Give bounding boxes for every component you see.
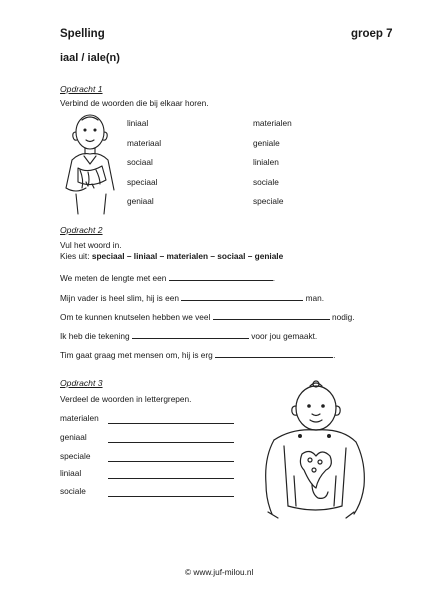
- opdracht-1-instruction: Verbind de woorden die bij elkaar horen.: [60, 98, 209, 108]
- man-illustration: [254, 376, 374, 522]
- left-word: geniaal: [127, 196, 154, 206]
- sentence-4: Ik heb die tekening voor jou gemaakt.: [60, 331, 318, 341]
- group-label: groep 7: [351, 28, 393, 40]
- right-word: geniale: [253, 138, 280, 148]
- opdracht-2-instruction: Vul het woord in.: [60, 240, 122, 250]
- answer-blank[interactable]: [169, 271, 273, 281]
- worksheet-title: Spelling: [60, 28, 105, 40]
- sentence-3: Om te kunnen knutselen hebben we veel nodig.: [60, 312, 355, 322]
- syllable-answer-line[interactable]: [108, 496, 234, 497]
- left-word: sociaal: [127, 157, 153, 167]
- syllable-word: geniaal: [60, 432, 87, 442]
- right-word: sociale: [253, 177, 279, 187]
- right-word: linialen: [253, 157, 279, 167]
- answer-blank[interactable]: [215, 348, 333, 358]
- answer-blank[interactable]: [181, 291, 303, 301]
- left-word: speciaal: [127, 177, 158, 187]
- answer-blank[interactable]: [213, 310, 330, 320]
- syllable-word: sociale: [60, 486, 86, 496]
- syllable-answer-line[interactable]: [108, 423, 234, 424]
- choices-list: speciaal – liniaal – materialen – sociaal – geniale: [91, 251, 284, 261]
- footer-copyright: © www.juf-milou.nl: [185, 567, 254, 577]
- opdracht-2-label: Opdracht 2: [60, 225, 103, 235]
- opdracht-2-choices-line: [60, 251, 283, 262]
- left-word: liniaal: [127, 118, 149, 128]
- answer-blank[interactable]: [132, 329, 249, 339]
- right-word: speciale: [253, 196, 284, 206]
- sentence-2: Mijn vader is heel slim, hij is een man.: [60, 293, 325, 303]
- sentence-1: We meten de lengte met een .: [60, 273, 276, 283]
- syllable-word: speciale: [60, 451, 91, 461]
- left-word: materiaal: [127, 138, 162, 148]
- opdracht-3-instruction: Verdeel de woorden in lettergrepen.: [60, 394, 192, 404]
- choices-prefix: Kies uit:: [60, 251, 92, 261]
- opdracht-3-label: Opdracht 3: [60, 378, 103, 388]
- syllable-answer-line[interactable]: [108, 478, 234, 479]
- worksheet-subtitle: iaal / iale(n): [60, 52, 120, 64]
- syllable-answer-line[interactable]: [108, 461, 234, 462]
- boy-with-sling-illustration: [58, 110, 120, 216]
- syllable-word: liniaal: [60, 468, 82, 478]
- syllable-answer-line[interactable]: [108, 442, 234, 443]
- syllable-word: materialen: [60, 413, 99, 423]
- sentence-5: Tim gaat graag met mensen om, hij is erg .: [60, 350, 336, 360]
- opdracht-1-label: Opdracht 1: [60, 84, 103, 94]
- right-word: materialen: [253, 118, 292, 128]
